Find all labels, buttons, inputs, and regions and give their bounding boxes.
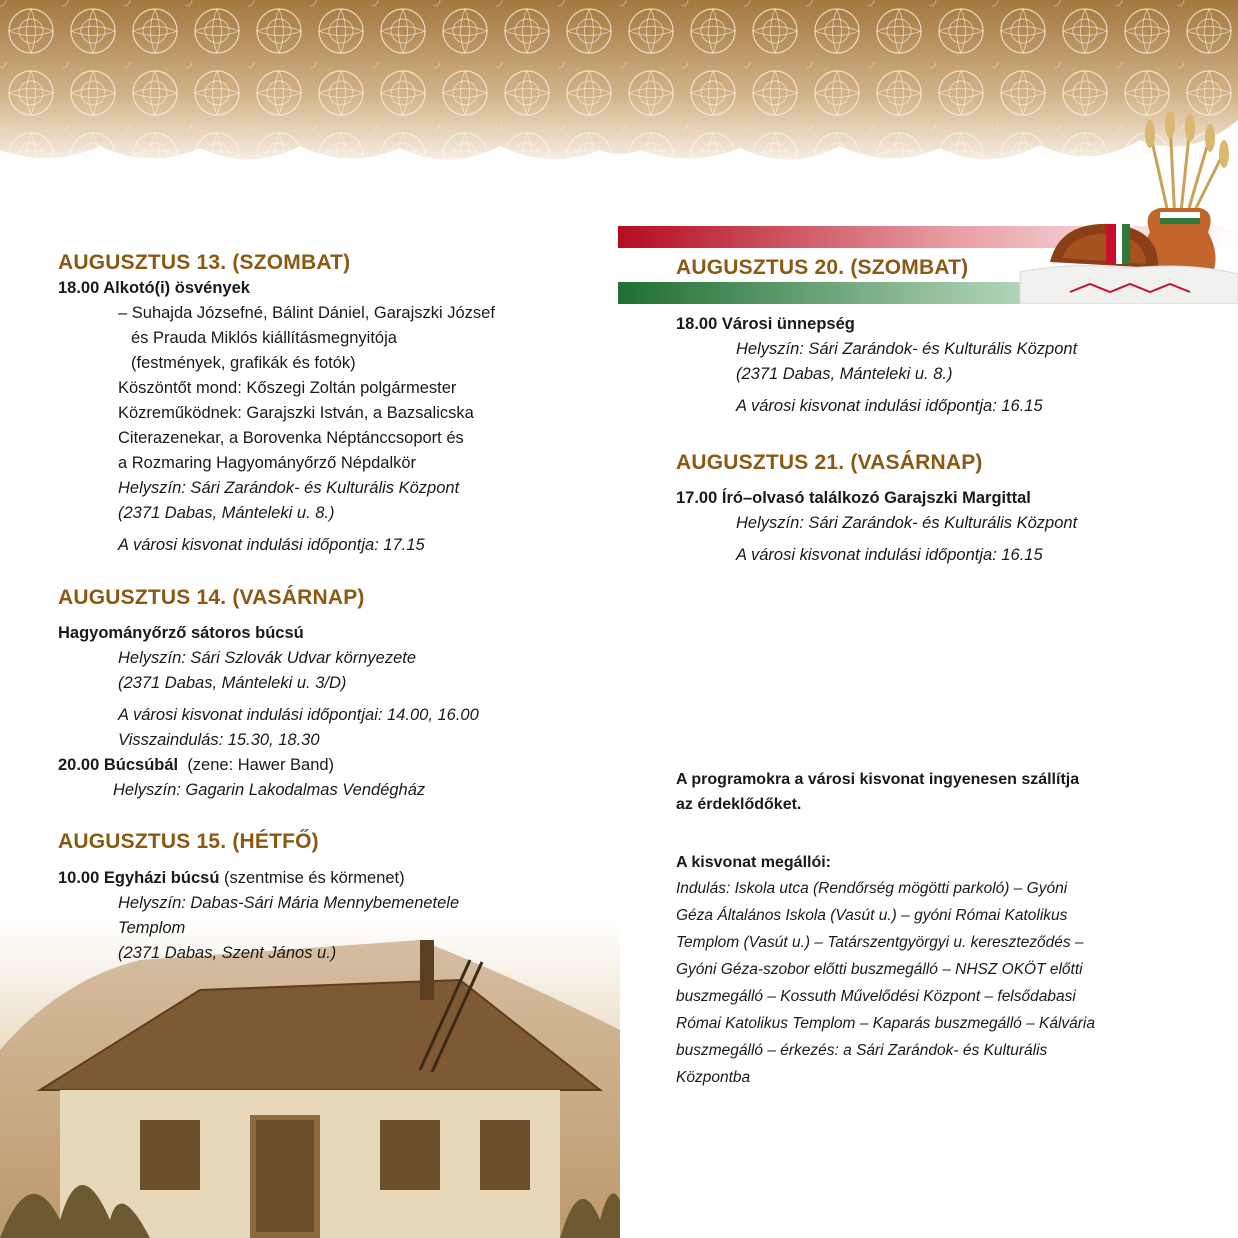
train-stops-line-1: Indulás: Iskola utca (Rendőrség mögötti parkoló) – Gyóni <box>676 880 1068 897</box>
aug13-train: A városi kisvonat indulási időpontja: 17.15 <box>118 536 425 554</box>
free-transport-note-1: A programokra a városi kisvonat ingyenesen szállítja <box>676 771 1080 788</box>
aug13-address: (2371 Dabas, Mánteleki u. 8.) <box>118 504 335 522</box>
aug13-line-6: Citerazenekar, a Borovenka Néptánccsoport és <box>118 429 464 447</box>
aug13-line-1: – Suhajda Józsefné, Bálint Dániel, Garajszki József <box>118 304 495 322</box>
aug13-venue: Helyszín: Sári Zarándok- és Kulturális Központ <box>118 479 460 497</box>
aug13-title: 18.00 Alkotó(i) ösvények <box>58 279 250 297</box>
harvest-bread-wheat-icon <box>1010 112 1238 304</box>
aug14-ball-title: 20.00 Búcsúbál <box>58 756 179 774</box>
aug15-title-line <box>58 866 405 891</box>
aug14-ball <box>58 753 334 778</box>
aug13-line-4: Köszöntőt mond: Kőszegi Zoltán polgármester <box>118 379 457 397</box>
thatched-house-photo <box>0 920 620 1238</box>
train-stops-line-2: Géza Általános Iskola (Vasút u.) – gyóni Római Katolikus <box>676 907 1068 924</box>
free-transport-note-2: az érdeklődőket. <box>676 796 802 813</box>
aug20-train: A városi kisvonat indulási időpontja: 16.15 <box>736 397 1043 415</box>
aug15-note: (szentmise és körmenet) <box>224 869 405 887</box>
aug21-title: 17.00 Író–olvasó találkozó Garajszki Margittal <box>676 489 1031 507</box>
aug13-line-5: Közreműködnek: Garajszki István, a Bazsalicska <box>118 404 474 422</box>
train-stops-line-3: Templom (Vasút u.) – Tatárszentgyörgyi u. kereszteződés – <box>676 934 1084 951</box>
heading-aug15: AUGUSZTUS 15. (HÉTFŐ) <box>58 830 319 853</box>
heading-aug21: AUGUSZTUS 21. (VASÁRNAP) <box>676 451 983 474</box>
aug20-address: (2371 Dabas, Mánteleki u. 8.) <box>736 365 953 383</box>
aug14-train: A városi kisvonat indulási időpontjai: 14.00, 16.00 <box>118 706 479 724</box>
train-stops-line-6: Római Katolikus Templom – Kaparás buszmegálló – Kálvária <box>676 1015 1095 1032</box>
aug15-venue-1: Helyszín: Dabas-Sári Mária Mennybemenetele <box>118 894 460 912</box>
heading-aug20: AUGUSZTUS 20. (SZOMBAT) <box>676 256 969 279</box>
aug14-ball-venue: Helyszín: Gagarin Lakodalmas Vendégház <box>113 781 426 799</box>
aug14-venue: Helyszín: Sári Szlovák Udvar környezete <box>118 649 417 667</box>
train-stops-line-5: buszmegálló – Kossuth Művelődési Központ – felsődabasi <box>676 988 1076 1005</box>
aug14-ball-note: (zene: Hawer Band) <box>187 756 335 774</box>
aug20-title: 18.00 Városi ünnepség <box>676 315 855 333</box>
aug13-line-2: és Prauda Miklós kiállításmegnyitója <box>131 329 397 347</box>
aug20-venue: Helyszín: Sári Zarándok- és Kulturális Központ <box>736 340 1078 358</box>
aug15-address: (2371 Dabas, Szent János u.) <box>118 944 337 962</box>
aug13-line-3: (festmények, grafikák és fotók) <box>131 354 356 372</box>
train-stops-line-7: buszmegálló – érkezés: a Sári Zarándok- és Kulturális <box>676 1042 1048 1059</box>
aug14-return: Visszaindulás: 15.30, 18.30 <box>118 731 320 749</box>
aug21-train: A városi kisvonat indulási időpontja: 16.15 <box>736 546 1043 564</box>
train-stops-line-4: Gyóni Géza-szobor előtti buszmegálló – NHSZ OKÖT előtti <box>676 961 1083 978</box>
aug21-venue: Helyszín: Sári Zarándok- és Kulturális Központ <box>736 514 1078 532</box>
aug14-title: Hagyományőrző sátoros búcsú <box>58 624 304 642</box>
aug13-line-7: a Rozmaring Hagyományőrző Népdalkör <box>118 454 417 472</box>
train-stops-title: A kisvonat megállói: <box>676 854 831 871</box>
heading-aug13: AUGUSZTUS 13. (SZOMBAT) <box>58 251 351 274</box>
aug15-title: 10.00 Egyházi búcsú <box>58 869 220 887</box>
aug14-address: (2371 Dabas, Mánteleki u. 3/D) <box>118 674 347 692</box>
aug15-venue-2: Templom <box>118 919 186 937</box>
train-stops-line-8: Központba <box>676 1069 751 1086</box>
heading-aug14: AUGUSZTUS 14. (VASÁRNAP) <box>58 586 365 609</box>
